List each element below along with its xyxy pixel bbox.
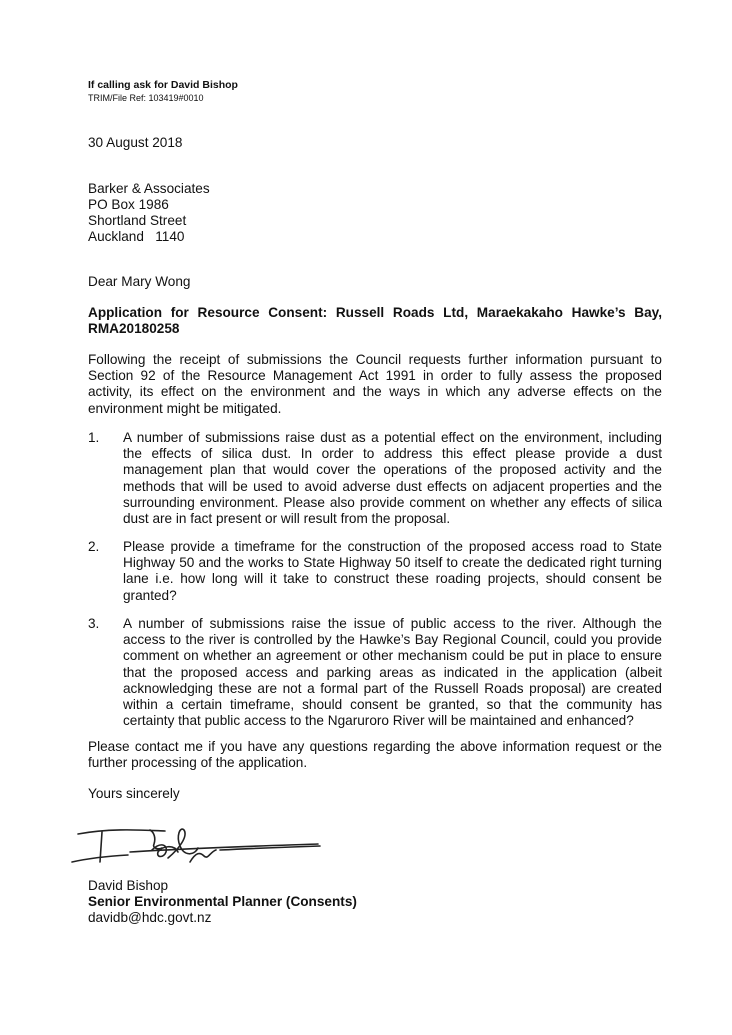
handwritten-signature xyxy=(70,822,330,870)
signer-title: Senior Environmental Planner (Consents) xyxy=(88,894,357,909)
signer-email: davidb@hdc.govt.nz xyxy=(88,910,212,925)
recipient-address xyxy=(88,181,210,245)
item-text: Please provide a timeframe for the construction of the proposed access road to State Highway 50 and the works to State Highway 50 itself to create the dedicated right turning lane i.e. how long will it take to construct these roading projects, should consent be granted? xyxy=(123,539,662,603)
address-line: Barker & Associates xyxy=(88,181,210,196)
item-text: A number of submissions raise dust as a potential effect on the environment, including the effects of silica dust. In order to address this effect please provide a dust management plan that would cover the operations of the proposed activity and the methods that will be used to avoid adverse dust effects on adjacent properties and the surrounding environment. Please also provide comment on whether any effects of silica dust are in fact present or will result from the proposal. xyxy=(123,430,662,527)
subject-line: Application for Resource Consent: Russell Roads Ltd, Maraekakaho Hawke’s Bay, RMA20180258 xyxy=(88,305,662,336)
item-text: A number of submissions raise the issue of public access to the river. Although the access to the river is controlled by the Hawke’s Bay Regional Council, could you provide comment on whether an agreement or other mechanism could be put in place to ensure that the proposed access and parking areas as indicated in the application (albeit acknowledging these are not a formal part of the Russell Roads proposal) are created within a certain timeframe, should consent be granted, so that the community has certainty that public access to the Ngaruroro River will be maintained and enhanced? xyxy=(123,616,662,729)
request-item xyxy=(88,616,662,729)
item-number: 2. xyxy=(88,539,100,554)
request-item xyxy=(88,430,662,527)
calling-contact: If calling ask for David Bishop xyxy=(88,79,238,91)
address-line: Shortland Street xyxy=(88,213,187,228)
item-number: 3. xyxy=(88,616,100,631)
request-item xyxy=(88,539,662,604)
item-number: 1. xyxy=(88,430,100,445)
signer-name: David Bishop xyxy=(88,878,169,893)
address-line: Auckland 1140 xyxy=(88,229,185,244)
letter-date: 30 August 2018 xyxy=(88,135,183,150)
salutation: Dear Mary Wong xyxy=(88,274,191,289)
signer-block xyxy=(88,878,357,926)
sign-off: Yours sincerely xyxy=(88,786,180,801)
file-reference: TRIM/File Ref: 103419#0010 xyxy=(88,93,204,103)
intro-paragraph: Following the receipt of submissions the Council requests further information pursuant to Section 92 of the Resource Management Act 1991 in order to fully assess the proposed activity, its effect on the environment and the ways in which any adverse effects on the environment might be mitigated. xyxy=(88,352,662,416)
address-line: PO Box 1986 xyxy=(88,197,169,212)
closing-paragraph: Please contact me if you have any questions regarding the above information request or the further processing of the application. xyxy=(88,739,662,771)
